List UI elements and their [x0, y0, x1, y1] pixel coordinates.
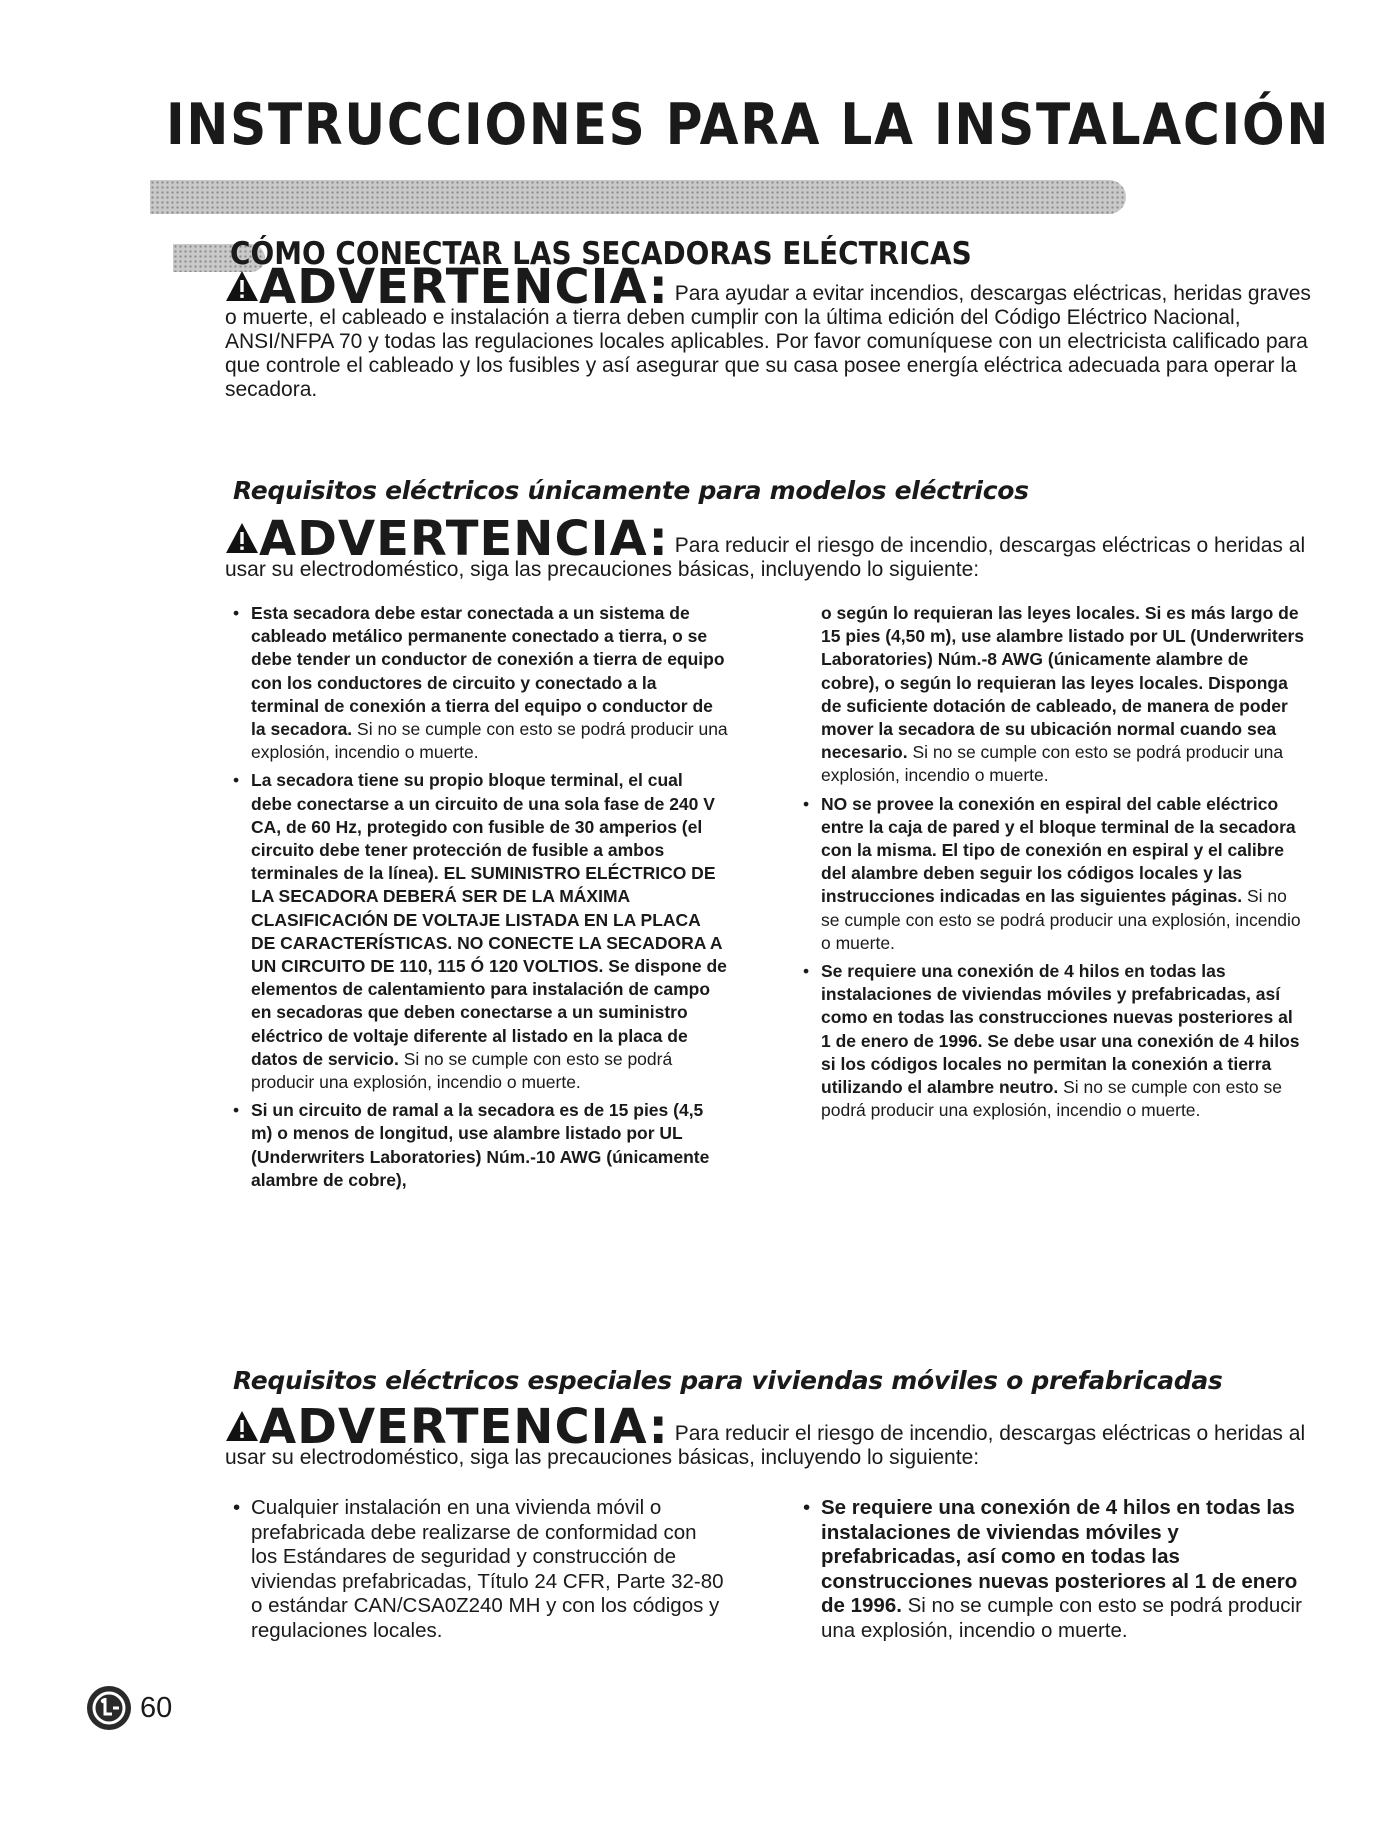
list-item: • Cualquier instalación en una vivienda móvil o prefabricada debe realizarse de conformidad con los Estándares de seguridad y construcción de viviendas prefabricadas, Título 24 CFR, Parte 32-80 o estándar CAN/CSA0Z240 MH y con los códigos y regulaciones locales. [226, 1496, 728, 1643]
warning-block-3 [225, 1399, 1325, 1470]
warning-block-1 [225, 259, 1325, 402]
section-heading: CÓMO CONECTAR LAS SECADORAS ELÉCTRICAS [230, 236, 972, 272]
lg-logo-icon [86, 1685, 132, 1731]
warning-text: Para reducir el riesgo de incendio, descargas eléctricas o heridas al usar su electrodoméstico, siga las precauciones básicas, incluyendo lo siguiente: [225, 1422, 1306, 1469]
warning-block-2 [225, 511, 1325, 582]
page-title: INSTRUCCIONES PARA LA INSTALACIÓN [166, 92, 1331, 158]
page-number: 60 [140, 1692, 173, 1724]
list-item: • Si un circuito de ramal a la secadora es de 15 pies (4,5 m) o menos de longitud, use alambre listado por UL (Underwriters Laboratories) Núm.-10 AWG (únicamente alambre de cobre), [226, 1099, 728, 1192]
list-item: • Se requiere una conexión de 4 hilos en todas las instalaciones de viviendas móviles y prefabricadas, así como en todas las construcciones nuevas posteriores al 1 de enero de 1996. Si no se cumple con esto se podrá producir una explosión, incendio o muerte. [796, 1496, 1316, 1643]
title-divider-bar [150, 180, 1126, 214]
warning-label: ADVERTENCIA: [259, 1399, 669, 1455]
list-item: • Esta secadora debe estar conectada a un sistema de cableado metálico permanente conectado a tierra, o se debe tender un conductor de conexión a tierra de equipo con los conductores de circuito y conectado a la terminal de conexión a tierra del equipo o conductor de la secadora. Si no se cumple con esto se podrá producir una explosión, incendio o muerte. [226, 602, 728, 764]
requirements-list-left [226, 602, 728, 1192]
warning-label: ADVERTENCIA: [259, 511, 669, 567]
warning-label: ADVERTENCIA: [259, 259, 669, 315]
warning-triangle-icon [225, 1410, 259, 1442]
warning-triangle-icon [225, 270, 259, 302]
subheading-electrical-models: Requisitos eléctricos únicamente para modelos eléctricos [233, 476, 1029, 505]
subheading-mobile-homes: Requisitos eléctricos especiales para viviendas móviles o prefabricadas [233, 1366, 1223, 1395]
warning-text: Para ayudar a evitar incendios, descargas eléctricas, heridas graves o muerte, el cableado e instalación a tierra deben cumplir con la última edición del Código Eléctrico Nacional, ANSI/NFPA 70 y todas las regulaciones locales aplicables. Por favor comuníquese con un electricista calificado para que controle el cableado y los fusibles y así asegurar que su casa posee energía eléctrica adecuada para operar la secadora. [225, 282, 1311, 401]
warning-triangle-icon [225, 522, 259, 554]
list-item: • NO se provee la conexión en espiral del cable eléctrico entre la caja de pared y el bloque terminal de la secadora con la misma. El tipo de conexión en espiral y el calibre del alambre deben seguir los códigos locales y las instrucciones indicadas en las siguientes páginas. Si no se cumple con esto se podrá producir una explosión, incendio o muerte. [796, 793, 1306, 955]
list-item: o según lo requieran las leyes locales. Si es más largo de 15 pies (4,50 m), use alambre listado por UL (Underwriters Laboratories) Núm.-8 AWG (únicamente alambre de cobre), o según lo requieran las leyes locales. Disponga de suficiente dotación de cableado, de manera de poder mover la secadora de su ubicación normal cuando sea necesario. Si no se cumple con esto se podrá producir una explosión, incendio o muerte. [821, 603, 1305, 786]
list-item: • La secadora tiene su propio bloque terminal, el cual debe conectarse a un circuito de una sola fase de 240 V CA, de 60 Hz, protegido con fusible de 30 amperios (el circuito debe tener protección de fusible a ambos terminales de la línea). EL SUMINISTRO ELÉCTRICO DE LA SECADORA DEBERÁ SER DE LA MÁXIMA CLASIFICACIÓN DE VOLTAJE LISTADA EN LA PLACA DE CARACTERÍSTICAS. NO CONECTE LA SECADORA A UN CIRCUITO DE 110, 115 Ó 120 VOLTIOS. Se dispone de elementos de calentamiento para instalación de campo en secadoras que deben conectarse a un suministro eléctrico de voltaje diferente al listado en la placa de datos de servicio. Si no se cumple con esto se podrá producir una explosión, incendio o muerte. [226, 769, 728, 1094]
list-item: • Se requiere una conexión de 4 hilos en todas las instalaciones de viviendas móviles y prefabricadas, así como en todas las construcciones nuevas posteriores al 1 de enero de 1996. Se debe usar una conexión de 4 hilos si los códigos locales no permitan la conexión a tierra utilizando el alambre neutro. Si no se cumple con esto se podrá producir una explosión, incendio o muerte. [796, 960, 1306, 1122]
requirements-list-right [796, 602, 1306, 1122]
warning-text: Para reducir el riesgo de incendio, descargas eléctricas o heridas al usar su electrodoméstico, siga las precauciones básicas, incluyendo lo siguiente: [225, 534, 1306, 581]
mobile-requirements-list-left [226, 1496, 728, 1643]
mobile-requirements-list-right [796, 1496, 1316, 1643]
